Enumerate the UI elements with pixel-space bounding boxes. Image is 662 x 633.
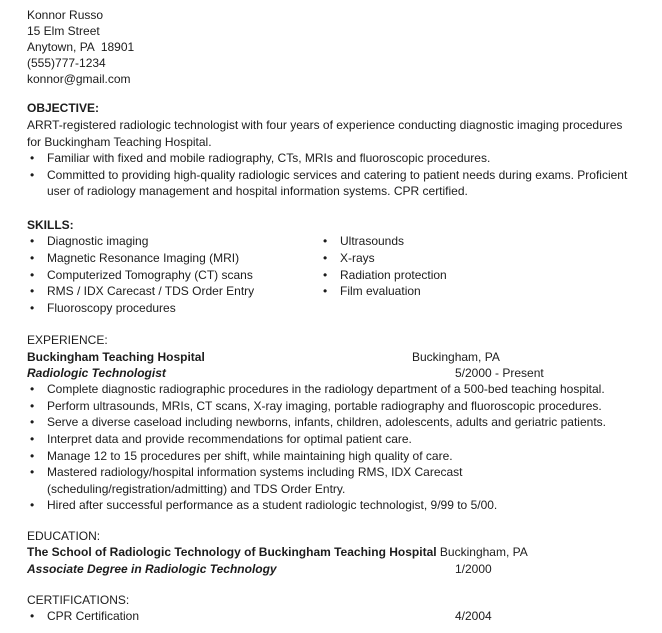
skill-item: • Ultrasounds [320, 233, 600, 250]
skill-item: • Magnetic Resonance Imaging (MRI) [27, 250, 320, 267]
certifications-heading: CERTIFICATIONS: [27, 592, 130, 607]
objective-heading: OBJECTIVE: [27, 101, 100, 115]
certifications-list [27, 608, 639, 625]
education-school-row [27, 544, 644, 560]
contact-address-city: Anytown, PA 18901 [27, 40, 135, 54]
objective-bullet: • Committed to providing high-quality radiologic services and catering to patient needs during exams. Proficient user of radiology management and hospital information systems. CPR certified. [27, 167, 639, 200]
school-location: Buckingham, PA [439, 545, 528, 560]
objective-section [27, 100, 644, 200]
contact-phone: (555)777-1234 [27, 56, 106, 70]
certification-item [27, 608, 639, 625]
education-degree-row [27, 561, 644, 577]
contact-name: Konnor Russo [27, 8, 104, 22]
certifications-section [27, 592, 644, 625]
experience-bullet: • Hired after successful performance as a student radiologic technologist, 9/99 to 5/00. [27, 497, 639, 514]
skills-section [27, 217, 644, 316]
experience-bullet: • Perform ultrasounds, MRIs, CT scans, X-ray imaging, portable radiography and fluoroscopic procedures. [27, 398, 639, 415]
skills-columns [27, 233, 644, 316]
certification-label: CPR Certification [47, 609, 140, 624]
skill-item: • RMS / IDX Carecast / TDS Order Entry [27, 283, 320, 300]
skills-left-column [27, 233, 320, 316]
contact-email: konnor@gmail.com [27, 72, 131, 86]
skill-item: • Computerized Tomography (CT) scans [27, 267, 320, 284]
school-name: The School of Radiologic Technology of Buckingham Teaching Hospital [27, 545, 437, 560]
skills-right-column [320, 233, 600, 299]
experience-title-row [27, 365, 644, 381]
experience-heading: EXPERIENCE: [27, 333, 108, 348]
skill-item: • Diagnostic imaging [27, 233, 320, 250]
experience-bullet: • Interpret data and provide recommendations for optimal patient care. [27, 431, 639, 448]
job-title: Radiologic Technologist [27, 365, 166, 380]
experience-bullet-list [27, 381, 639, 514]
skill-item: • Film evaluation [320, 283, 600, 300]
experience-bullet: • Manage 12 to 15 procedures per shift, while maintaining high quality of care. [27, 448, 639, 465]
experience-section [27, 332, 644, 514]
employer-location: Buckingham, PA [412, 349, 500, 364]
education-heading: EDUCATION: [27, 528, 101, 543]
experience-bullet: • Serve a diverse caseload including newborns, infants, children, adolescents, adults and geriatric patients. [27, 414, 639, 431]
objective-summary: ARRT-registered radiologic technologist with four years of experience conducting diagnostic imaging procedures for Buckingham Teaching Hospital. [27, 118, 623, 149]
certification-date: 4/2004 [455, 609, 492, 624]
degree-date: 1/2000 [455, 561, 492, 576]
degree-name: Associate Degree in Radiologic Technology [27, 561, 277, 576]
contact-block [27, 7, 644, 87]
employer-name: Buckingham Teaching Hospital [27, 349, 205, 364]
skill-item: • X-rays [320, 250, 600, 267]
experience-bullet: • Complete diagnostic radiographic procedures in the radiology department of a 500-bed teaching hospital. [27, 381, 639, 398]
objective-bullet: • Familiar with fixed and mobile radiography, CTs, MRIs and fluoroscopic procedures. [27, 150, 639, 167]
skills-heading: SKILLS: [27, 218, 74, 232]
contact-address-street: 15 Elm Street [27, 24, 100, 38]
skill-item: • Radiation protection [320, 267, 600, 284]
objective-bullet-list [27, 150, 639, 200]
job-dates: 5/2000 - Present [455, 365, 544, 380]
experience-employer-row [27, 349, 644, 365]
experience-bullet: • Mastered radiology/hospital information systems including RMS, IDX Carecast (scheduling/registration/admitting) and TDS Order Entry. [27, 464, 639, 497]
education-section [27, 528, 644, 577]
skill-item: • Fluoroscopy procedures [27, 300, 320, 317]
